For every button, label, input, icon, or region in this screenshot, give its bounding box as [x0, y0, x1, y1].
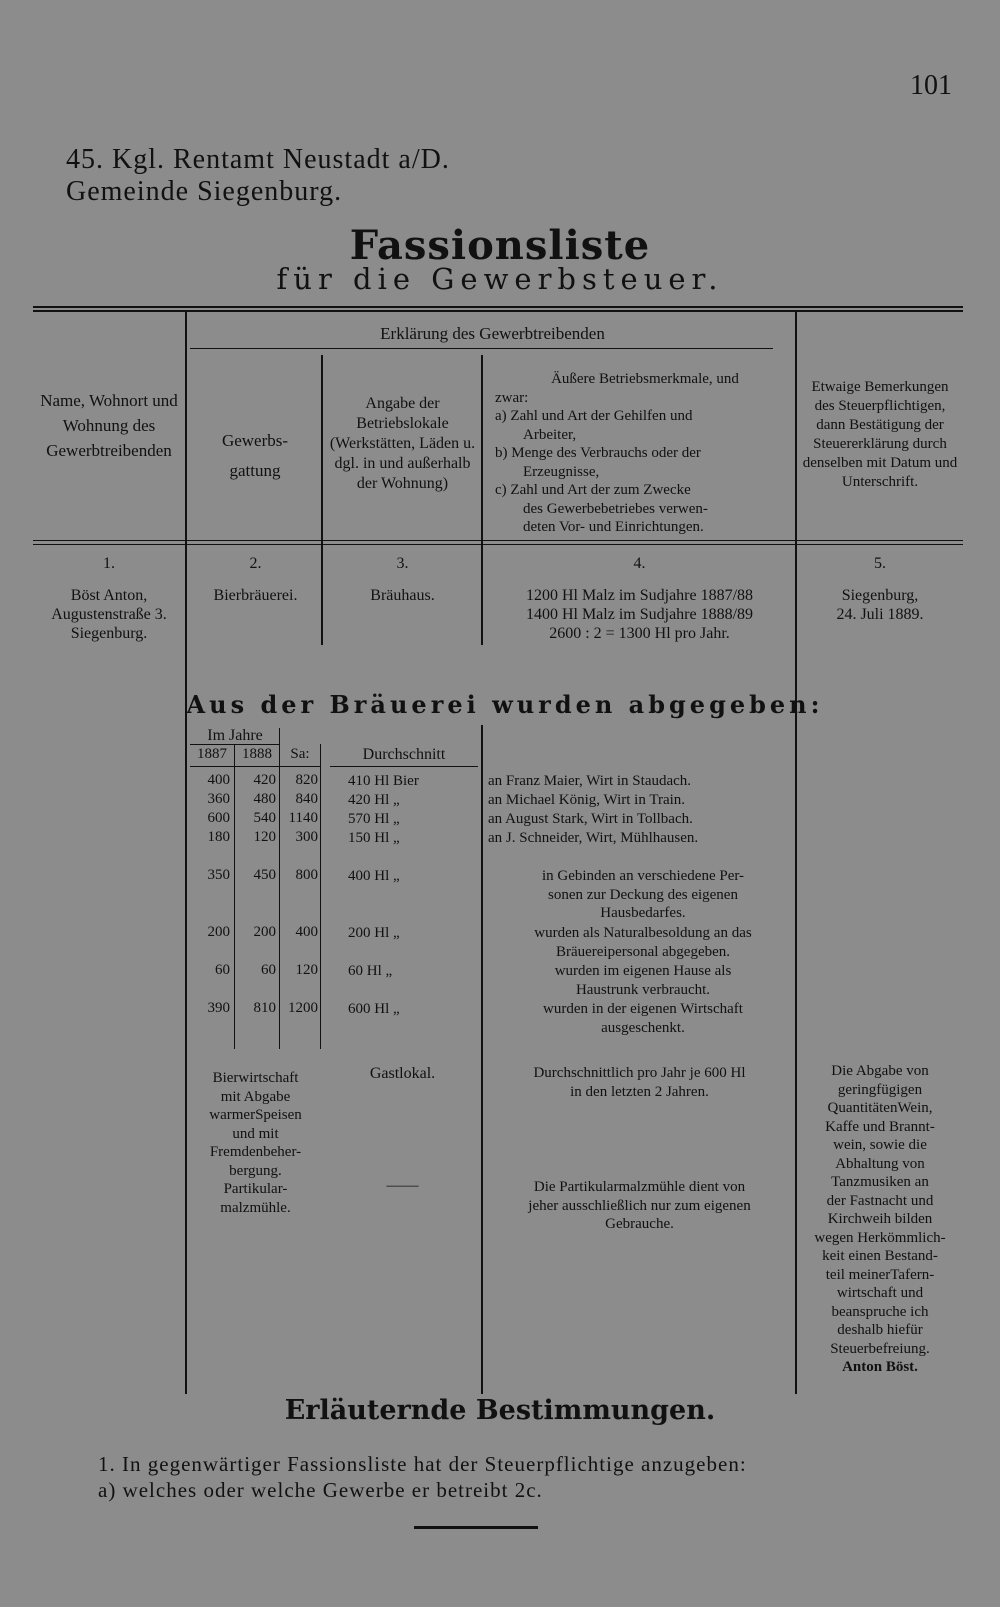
row-1888: 200: [253, 924, 276, 940]
row-sum: 1200: [288, 1000, 318, 1016]
col4-line: des Gewerbebetriebes verwen-: [523, 500, 708, 517]
row-description: an Michael König, Wirt in Train.: [488, 792, 686, 808]
second-bemerkung-line: Steuerbefreiung.: [830, 1340, 930, 1357]
years-divider-2: [279, 728, 280, 1049]
second-bemerkung-line: Tanzmusiken an: [831, 1174, 929, 1190]
second-bemerkung-line: Anton Böst.: [842, 1359, 918, 1375]
col-divider-1: [185, 312, 187, 1394]
second-gattung-line: bergung.: [229, 1162, 282, 1179]
row-description-line: wurden im eigenen Hause als: [554, 963, 732, 979]
second-gattung-line: mit Abgabe: [220, 1088, 291, 1105]
col-number-1: 1.: [103, 555, 115, 572]
second-bemerkung-line: Kaffe und Brannt-: [825, 1118, 935, 1135]
entry-name-line: Böst Anton,: [70, 587, 148, 604]
second-merkmale-line: jeher ausschließlich nur zum eigenen: [528, 1197, 751, 1214]
years-header-rule: [190, 766, 320, 767]
row-1888: 810: [253, 1000, 276, 1016]
row-description: [488, 962, 798, 999]
second-bemerkung-line: wirtschaft und: [836, 1285, 924, 1301]
row-average: 150 Hl „: [348, 830, 400, 846]
second-bemerkung-line: keit einen Bestand-: [822, 1248, 938, 1264]
row-sum: 400: [295, 924, 318, 940]
row-description: an Franz Maier, Wirt in Staudach.: [488, 773, 692, 789]
col4-line: deten Vor- und Einrichtungen.: [523, 519, 704, 535]
row-1887: 390: [207, 1000, 230, 1016]
row-description-line: ausgeschenkt.: [601, 1019, 685, 1036]
row-1887: 360: [207, 791, 230, 807]
second-bemerkung-line: der Fastnacht und: [826, 1192, 934, 1209]
col-header-merkmale: [495, 370, 795, 537]
header-sa: Sa:: [290, 746, 310, 762]
durchschnitt-header-rule: [330, 766, 478, 767]
col-divider-3b: [481, 725, 483, 1394]
entry-bemerkung-line: 24. Juli 1889.: [836, 606, 924, 623]
row-description-line: wurden in der eigenen Wirtschaft: [543, 1001, 743, 1017]
years-divider-1: [234, 744, 235, 1049]
row-1888: 420: [253, 772, 276, 788]
group-header: Erklärung des Gewerbtreibenden: [380, 324, 605, 343]
rule-1a: a) welches oder welche Gewerbe er betreibt 2c.: [98, 1478, 543, 1502]
col-header-name: Name, Wohnort und Wohnung des Gewerbtreibenden: [40, 391, 178, 460]
table-top-rule-2: [33, 310, 963, 312]
col4-line: Erzeugnisse,: [523, 463, 600, 480]
row-1888: 450: [253, 867, 276, 883]
col-divider-4: [795, 312, 797, 1394]
row-sum: 820: [295, 772, 318, 788]
row-description-line: sonen zur Deckung des eigenen: [548, 886, 738, 903]
row-sum: 840: [295, 791, 318, 807]
col-header-gattung: Gewerbs-gattung: [221, 431, 289, 480]
entry-name-line: Augustenstraße 3.: [51, 606, 167, 623]
entry-merkmale-line: 1200 Hl Malz im Sudjahre 1887/88: [525, 587, 754, 604]
row-description: [488, 867, 798, 923]
entry-merkmale-line: 2600 : 2 = 1300 Hl pro Jahr.: [549, 625, 730, 642]
header-durchschnitt: Durchschnitt: [362, 746, 446, 763]
row-average: 60 Hl „: [348, 963, 393, 979]
second-lokal: Gastlokal.: [369, 1065, 436, 1082]
second-lokal-dash: ——: [386, 1177, 419, 1194]
second-bemerkung-line: wegen Herkömmlich-: [814, 1229, 946, 1246]
header-bottom-rule-1: [33, 540, 963, 541]
second-merkmale-line: Gebrauche.: [605, 1216, 674, 1232]
row-average: 400 Hl „: [348, 868, 400, 884]
im-jahre-rule: [190, 744, 280, 745]
row-sum: 120: [295, 962, 318, 978]
row-sum: 1140: [288, 810, 318, 826]
row-description-line: Bräuereipersonal abgegeben.: [555, 943, 731, 960]
row-1888: 540: [253, 810, 276, 826]
col4-line: a) Zahl und Art der Gehilfen und: [495, 408, 693, 424]
header-im-jahre: Im Jahre: [207, 727, 263, 744]
second-gattung-line: warmerSpeisen: [209, 1107, 302, 1123]
row-description: an August Stark, Wirt in Tollbach.: [488, 811, 693, 827]
row-sum: 300: [295, 829, 318, 845]
document-subtitle: für die Gewerbsteuer.: [276, 262, 724, 296]
entry-name-line: Siegenburg.: [70, 625, 148, 642]
row-sum: 800: [295, 867, 318, 883]
col-header-lokale: Angabe der Betriebslokale (Werkstätten, Läden u. dgl. in und außerhalb der Wohnung): [329, 395, 476, 492]
entry-name: [33, 586, 185, 643]
col4-line: zwar:: [495, 389, 529, 406]
entry-bemerkung-line: Siegenburg,: [841, 587, 919, 604]
entry-merkmale: [484, 586, 795, 643]
entry-lokal: Bräuhaus.: [370, 587, 435, 604]
row-1887: 60: [215, 962, 230, 978]
second-merkmale-line: Die Partikularmalzmühle dient von: [533, 1179, 746, 1195]
col4-line: Arbeiter,: [523, 426, 577, 443]
row-average: 410 Hl Bier: [348, 773, 419, 789]
second-gattung-line: Fremdenbeher-: [209, 1144, 302, 1160]
second-gattung-line: Bierwirtschaft: [212, 1070, 299, 1086]
col-divider-3: [481, 355, 483, 645]
row-description: [488, 1000, 798, 1037]
second-bemerkung-line: Die Abgabe von: [831, 1063, 929, 1079]
col-divider-2: [321, 355, 323, 645]
second-merkmale-line: in den letzten 2 Jahren.: [570, 1083, 709, 1100]
header-1887: 1887: [197, 746, 227, 762]
second-bemerkung-line: geringfügigen: [837, 1081, 923, 1098]
second-bemerkung-line: beanspruche ich: [831, 1303, 929, 1320]
second-merkmale-b: [484, 1178, 795, 1234]
col4-line: Äußere Betriebsmerkmale, und: [551, 371, 739, 387]
rule-1: 1. In gegenwärtiger Fassionsliste hat der Steuerpflichtige anzugeben:: [98, 1452, 747, 1476]
header-bottom-rule-2: [33, 544, 963, 545]
group-header-rule: [190, 348, 773, 349]
second-merkmale-a: [484, 1064, 795, 1101]
row-1887: 400: [207, 772, 230, 788]
row-average: 420 Hl „: [348, 792, 400, 808]
end-rule: [414, 1526, 538, 1529]
second-bemerkung-line: teil meinerTafern-: [825, 1266, 935, 1283]
second-gattung-line: und mit: [232, 1125, 279, 1142]
second-merkmale-line: Durchschnittlich pro Jahr je 600 Hl: [533, 1065, 746, 1081]
table-top-rule-1: [33, 306, 963, 308]
col-number-3: 3.: [396, 555, 409, 572]
entry-gattung: Bierbräuerei.: [213, 587, 298, 604]
header-1888: 1888: [242, 746, 272, 762]
row-description-line: in Gebinden an verschiedene Per-: [541, 868, 745, 884]
deliveries-title: Aus der Bräuerei wurden abgegeben:: [186, 690, 824, 719]
second-bemerkung-line: Abhaltung von: [835, 1155, 925, 1172]
explanatory-title: Erläuternde Bestimmungen.: [284, 1395, 716, 1426]
second-bemerkung-line: wein, sowie die: [833, 1137, 927, 1153]
row-1888: 120: [253, 829, 276, 845]
row-1887: 350: [207, 867, 230, 883]
row-description: [488, 924, 798, 961]
row-description-line: Haustrunk verbraucht.: [575, 981, 711, 998]
second-bemerkung: [800, 1062, 960, 1377]
page-number: 101: [910, 70, 952, 101]
col4-line: b) Menge des Verbrauchs oder der: [495, 445, 701, 461]
entry-bemerkung: [800, 586, 960, 624]
row-1888: 60: [261, 962, 276, 978]
row-description: an J. Schneider, Wirt, Mühlhausen.: [488, 830, 699, 846]
row-1888: 480: [253, 791, 276, 807]
second-bemerkung-line: Kirchweih bilden: [827, 1211, 933, 1227]
row-1887: 180: [207, 829, 230, 845]
entry-merkmale-line: 1400 Hl Malz im Sudjahre 1888/89: [525, 606, 754, 623]
document-title: Fassionsliste: [349, 222, 651, 269]
second-gattung-line: malzmühle.: [220, 1199, 291, 1216]
rentamt-heading: 45. Kgl. Rentamt Neustadt a/D.: [66, 144, 450, 175]
row-average: 200 Hl „: [348, 925, 400, 941]
years-divider-3: [320, 744, 321, 1049]
col-number-4: 4.: [633, 555, 646, 572]
row-1887: 200: [207, 924, 230, 940]
row-description-line: wurden als Naturalbesoldung an das: [534, 925, 752, 941]
gemeinde-heading: Gemeinde Siegenburg.: [66, 176, 343, 207]
col-number-5: 5.: [874, 555, 886, 572]
col4-line: c) Zahl und Art der zum Zwecke: [495, 482, 691, 498]
second-gattung-line: Partikular-: [223, 1181, 288, 1197]
row-description-line: Hausbedarfes.: [600, 905, 686, 921]
row-average: 600 Hl „: [348, 1001, 400, 1017]
col-number-2: 2.: [249, 555, 262, 572]
row-average: 570 Hl „: [348, 811, 400, 827]
second-bemerkung-line: deshalb hiefür: [837, 1322, 923, 1338]
row-1887: 600: [207, 810, 230, 826]
second-gattung: [190, 1069, 321, 1217]
second-bemerkung-line: QuantitätenWein,: [827, 1100, 933, 1116]
col-header-bemerkungen: Etwaige Bemerkungen des Steuerpflichtigen, dann Bestätigung der Steuererklärung durch denselben mit Datum und Unterschrift.: [802, 379, 958, 490]
